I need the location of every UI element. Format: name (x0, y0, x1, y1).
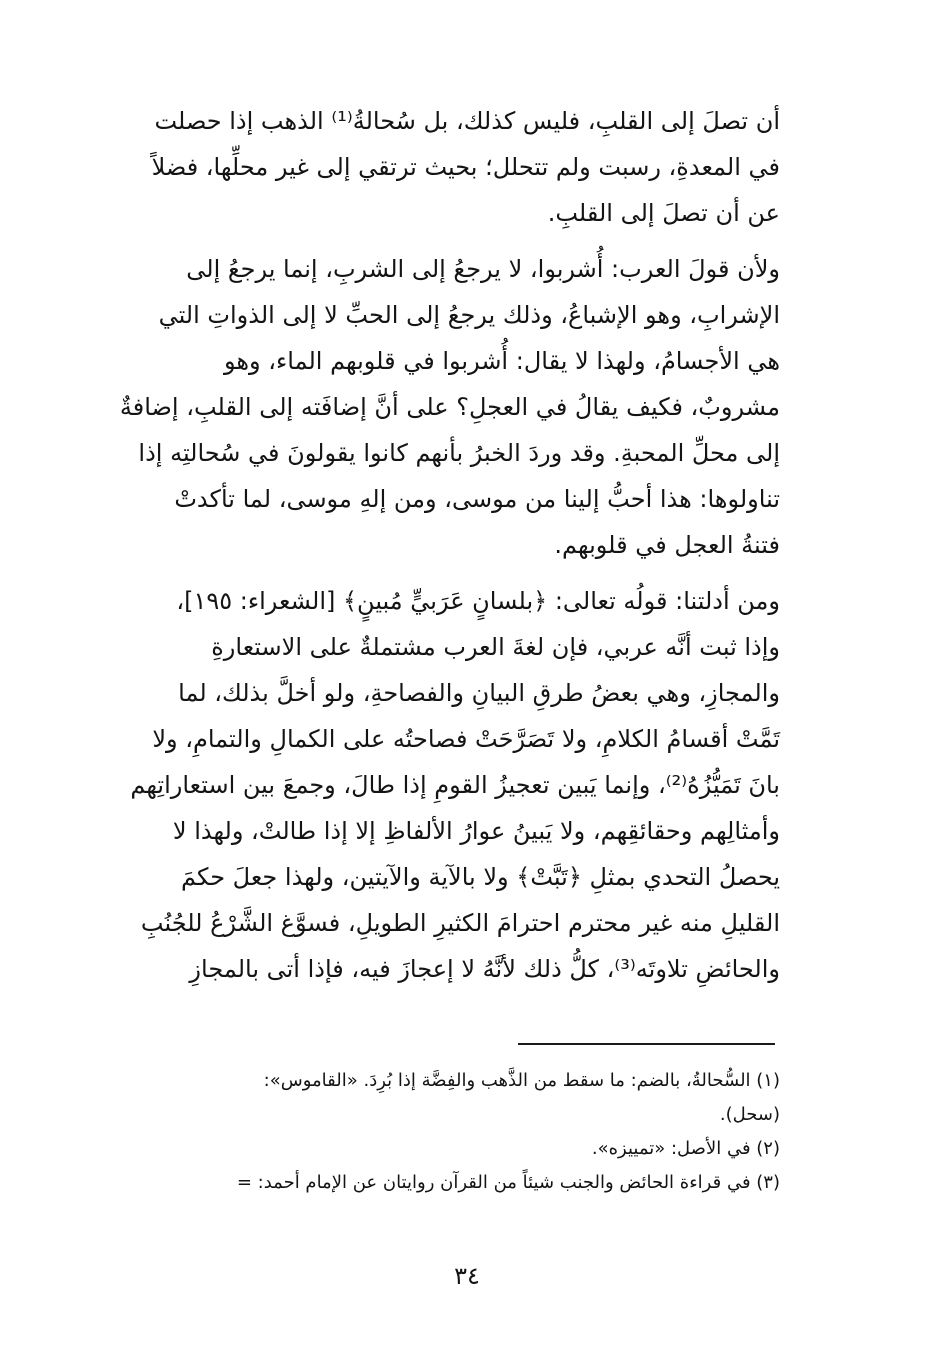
page-number: ٣٤ (454, 1262, 480, 1290)
text-line: بانَ تَمَيُّزُهُ⁽²⁾، وإنما يَبين تعجيزُ القومِ إذا طالَ، وجمعَ بين استعاراتِهم (130, 771, 780, 799)
text-line: هي الأجسامُ، ولهذا لا يقال: أُشربوا في قلوبهم الماء، وهو (223, 347, 780, 375)
text-line: والمجازِ، وهي بعضُ طرقِ البيانِ والفصاحةِ، ولو أخلَّ بذلك، لما (178, 679, 780, 707)
footnote-line: (٢) في الأصل: «تمييزه». (591, 1138, 780, 1159)
main-text (78, 98, 780, 992)
text-line: وأمثالِهم وحقائقِهم، ولا يَبينُ عوارُ الألفاظِ إلا إذا طالتْ، ولهذا لا (172, 817, 780, 845)
text-line: عن أن تصلَ إلى القلبِ. (547, 199, 780, 227)
footnote-1 (60, 1064, 780, 1132)
text-line: فتنةُ العجل في قلوبهم. (554, 531, 780, 559)
footnotes (60, 1064, 780, 1200)
paragraph-1 (78, 98, 780, 236)
text-line: إلى محلِّ المحبةِ. وقد وردَ الخبرُ بأنهم كانوا يقولونَ في سُحالتِه إذا (138, 439, 780, 467)
paragraph-2 (78, 246, 780, 568)
text-line: في المعدةِ، رسبت ولم تتحلل؛ بحيث ترتقي إلى غير محلِّها، فضلاً (151, 153, 780, 181)
text-line: ومن أدلتنا: قولُه تعالى: ﴿بلسانٍ عَرَبيٍّ مُبينٍ﴾ [الشعراء: ١٩٥]، (176, 587, 780, 615)
text-line: والحائضِ تلاوتَه⁽³⁾، كلُّ ذلك لأنَّهُ لا إعجازَ فيه، فإذا أتى بالمجازِ (189, 955, 780, 983)
text-line: تَمَّتْ أقسامُ الكلامِ، ولا تَصَرَّحَتْ فصاحتُه على الكمالِ والتمامِ، ولا (152, 725, 780, 753)
footnote-divider (518, 1043, 775, 1045)
text-line: تناولوها: هذا أحبُّ إلينا من موسى، ومن إلهِ موسى، لما تأكدتْ (174, 485, 780, 513)
footnote-line: (١) السُّحالةُ، بالضم: ما سقط من الذَّهب والفِضَّة إذا بُرِدَ. «القاموس»: (263, 1070, 780, 1091)
text-line: مشروبٌ، فكيف يقالُ في العجلِ؟ على أنَّ إضافَته إلى القلبِ، إضافةٌ (119, 393, 780, 421)
text-line: وإذا ثبت أنَّه عربي، فإن لغةَ العرب مشتملةٌ على الاستعارةِ (211, 633, 780, 661)
footnote-3 (60, 1166, 780, 1200)
paragraph-3 (78, 578, 780, 992)
text-line: يحصلُ التحدي بمثلِ ﴿تَبَّتْ﴾ ولا بالآية والآيتين، ولهذا جعلَ حكمَ (180, 863, 780, 891)
text-line: ولأن قولَ العرب: أُشربوا، لا يرجعُ إلى الشربِ، إنما يرجعُ إلى (186, 255, 780, 283)
footnote-line: (سحل). (719, 1104, 780, 1125)
text-line: الإشرابِ، وهو الإشباعُ، وذلك يرجعُ إلى الحبِّ لا إلى الذواتِ التي (158, 301, 780, 329)
text-line: القليلِ منه غير محترم احترامَ الكثيرِ الطويلِ، فسوَّغ الشَّرْعُ للجُنُبِ (140, 909, 780, 937)
footnote-line: (٣) في قراءة الحائض والجنب شيئاً من القرآن روايتان عن الإمام أحمد: = (236, 1172, 780, 1193)
footnote-2 (60, 1132, 780, 1166)
text-line: أن تصلَ إلى القلبِ، فليس كذلك، بل سُحالةُ⁽¹⁾ الذهب إذا حصلت (154, 107, 780, 135)
